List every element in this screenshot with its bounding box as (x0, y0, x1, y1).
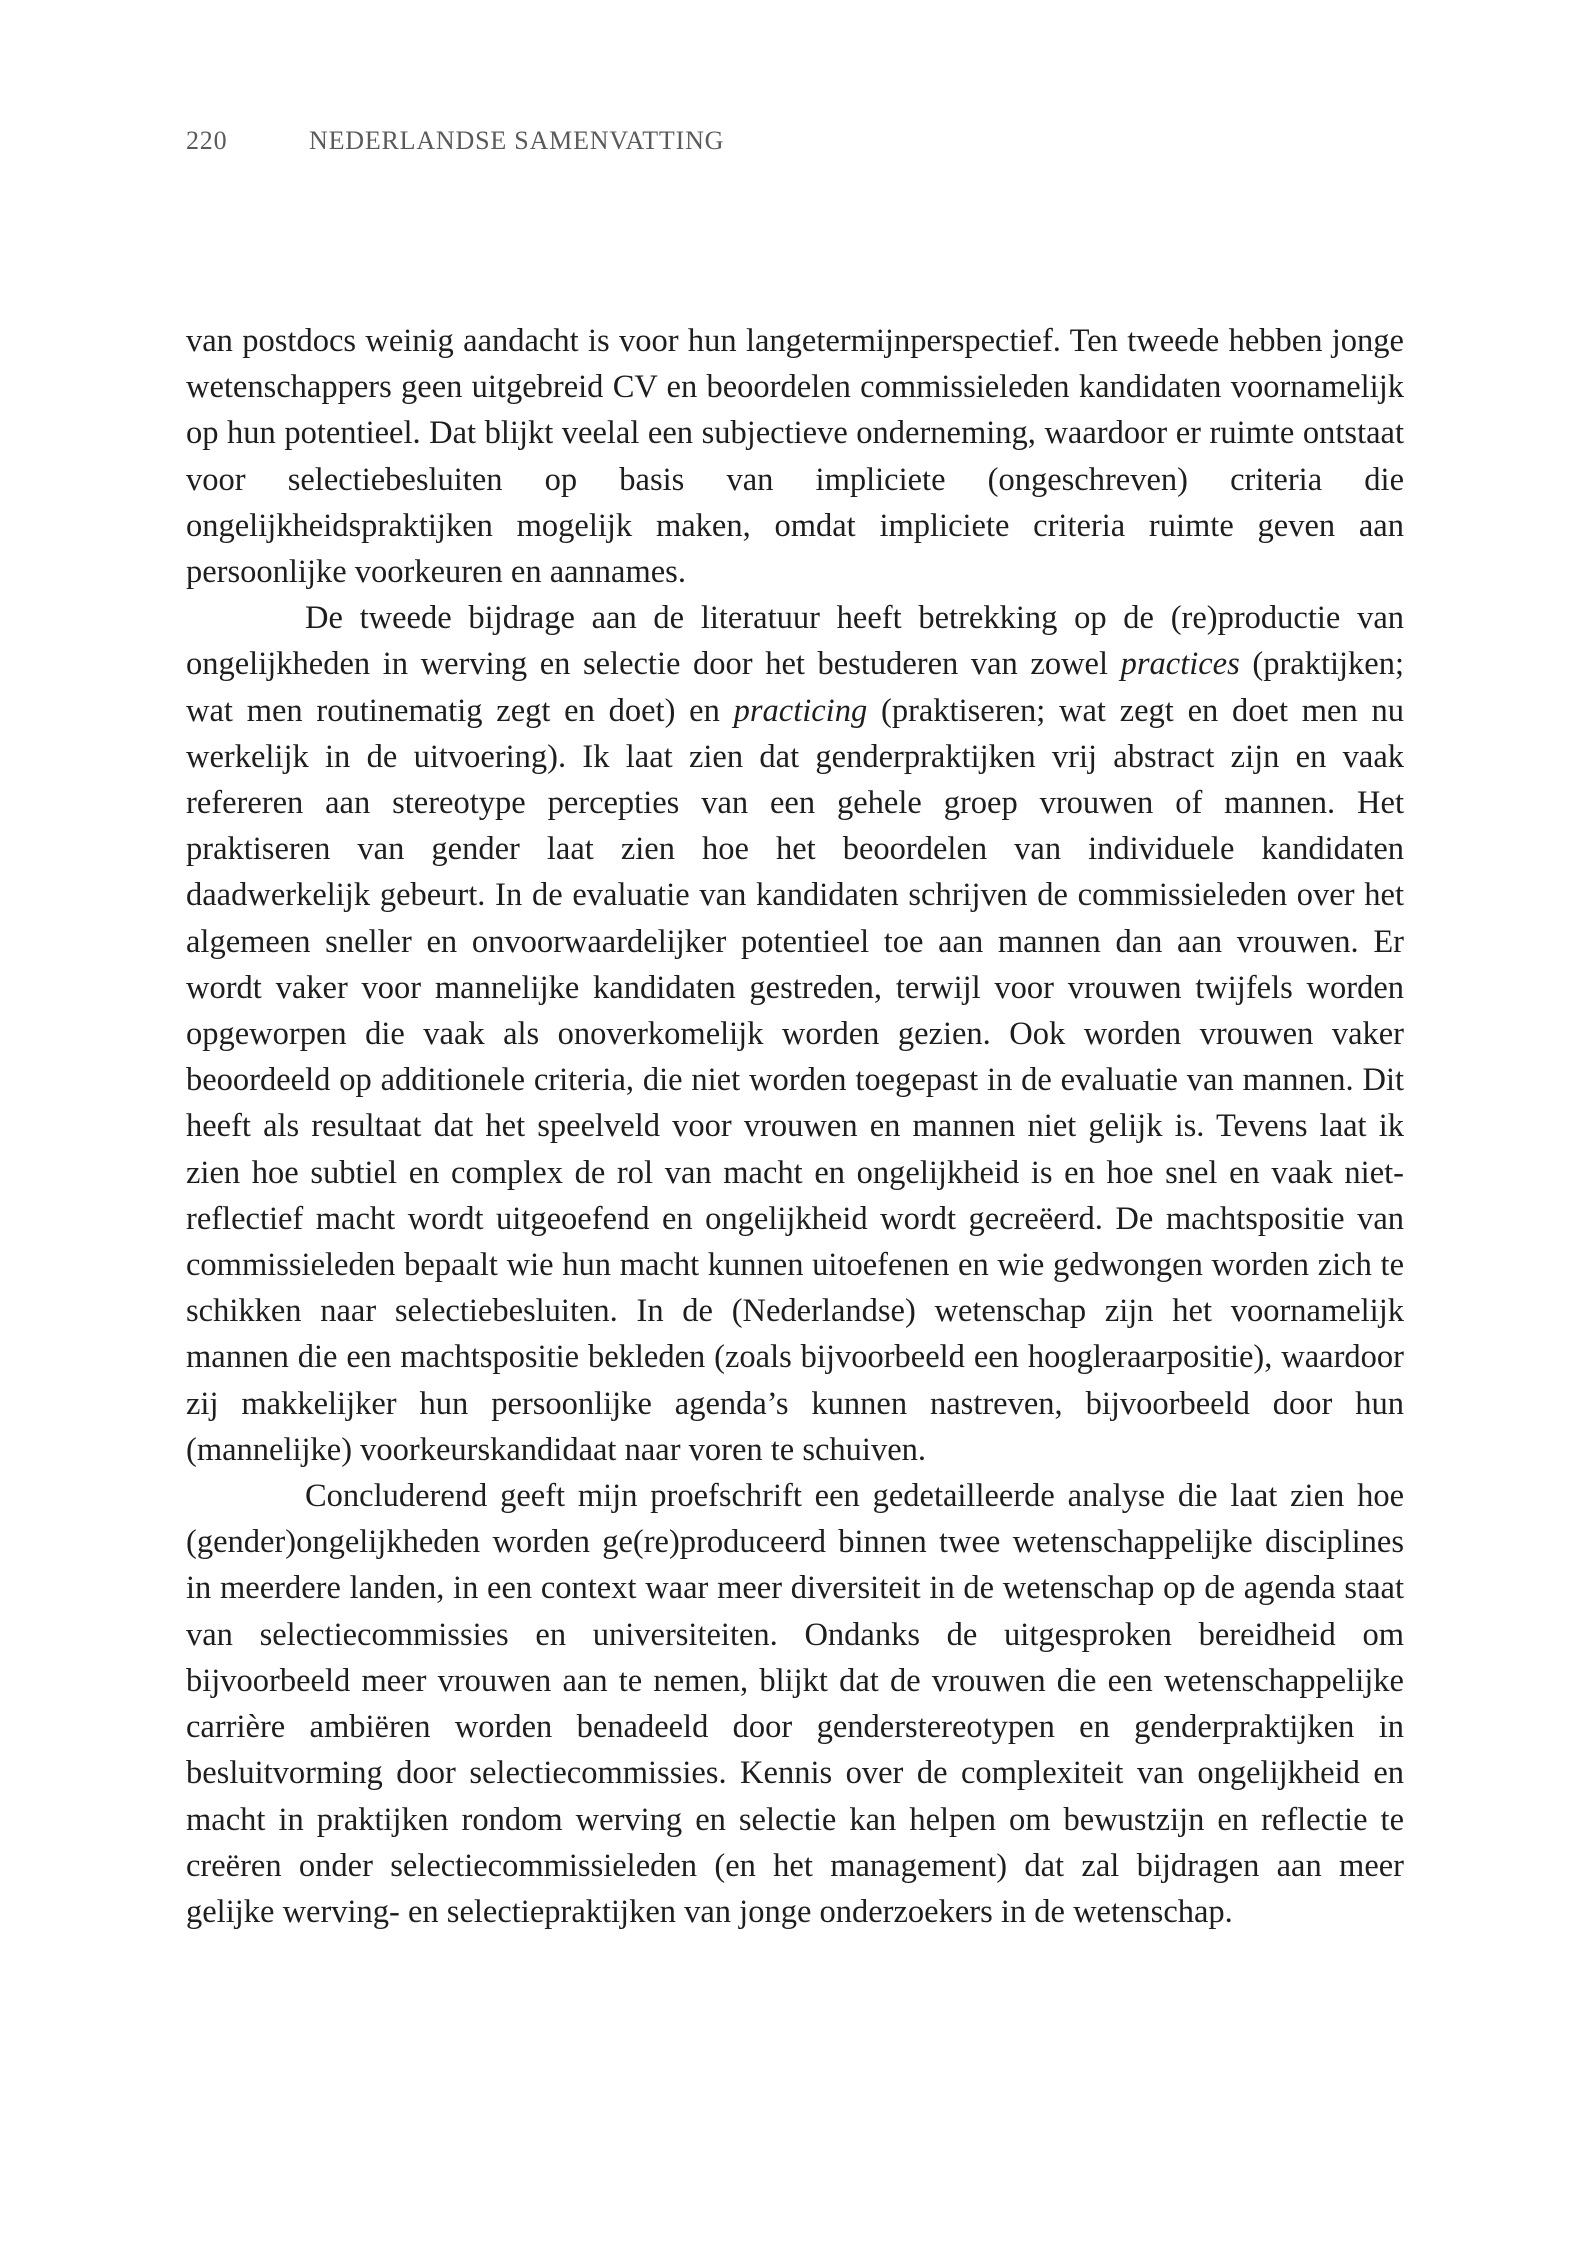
page-number: 220 (186, 126, 228, 155)
paragraph-conclusion: Concluderend geeft mijn proefschrift een gedetailleerde analyse die laat zien hoe (gender)ongelijkheden worden ge(re)produceerd binnen twee wetenschappelijke disciplines in meerdere landen, in een context waar meer diversiteit in de wetenschap op de agenda staat van selectiecommissies en universiteiten. Ondanks de uitgesproken bereidheid om bijvoorbeeld meer vrouwen aan te nemen, blijkt dat de vrouwen die een wetenschappelijke carrière ambiëren worden benadeeld door genderstereotypen en genderpraktijken in besluitvorming door selectiecommissies. Kennis over de complexiteit van ongelijkheid en macht in praktijken rondom werving en selectie kan helpen om bewustzijn en reflectie te creëren onder selectiecommissieleden (en het management) dat zal bijdragen aan meer gelijke werving- en selectiepraktijken van jonge onderzoekers in de wetenschap. (186, 1478, 1404, 1930)
body-text (186, 318, 1404, 1935)
paragraph-text-segment: (praktijken; wat men routinematig zegt en doet) en (186, 646, 1404, 729)
section-title: NEDERLANDSE SAMENVATTING (309, 126, 725, 155)
paragraph-text-segment: (praktiseren; wat zegt en doet men nu werkelijk in de uitvoering). Ik laat zien dat genderpraktijken vrij abstract zijn en vaak refereren aan stereotype percepties van een gehele groep vrouwen of mannen. Het praktiseren van gender laat zien hoe het beoordelen van individuele kandidaten daadwerkelijk gebeurt. In de evaluatie van kandidaten schrijven de commissieleden over het algemeen sneller en onvoorwaardelijker potentieel toe aan mannen dan aan vrouwen. Er wordt vaker voor mannelijke kandidaten gestreden, terwijl voor vrouwen twijfels worden opgeworpen die vaak als onoverkomelijk worden gezien. Ook worden vrouwen vaker beoordeeld op additionele criteria, die niet worden toegepast in de evaluatie van mannen. Dit heeft als resultaat dat het speelveld voor vrouwen en mannen niet gelijk is. Tevens laat ik zien hoe subtiel en complex de rol van macht en ongelijkheid is en hoe snel en vaak niet-reflectief macht wordt uitgeoefend en ongelijkheid wordt gecreëerd. De machtspositie van commissieleden bepaalt wie hun macht kunnen uitoefenen en wie gedwongen worden zich te schikken naar selectiebesluiten. In de (Nederlandse) wetenschap zijn het voornamelijk mannen die een machtspositie bekleden (zoals bijvoorbeeld een hoogleraarpositie), waardoor zij makkelijker hun persoonlijke agenda’s kunnen nastreven, bijvoorbeeld door hun (mannelijke) voorkeurskandidaat naar voren te schuiven. (186, 692, 1404, 1468)
running-head (186, 126, 724, 156)
paragraph-continuation: van postdocs weinig aandacht is voor hun langetermijnperspectief. Ten tweede hebben jonge wetenschappers geen uitgebreid CV en beoordelen commissieleden kandidaten voornamelijk op hun potentieel. Dat blijkt veelal een subjectieve onderneming, waardoor er ruimte ontstaat voor selectiebesluiten op basis van impliciete (ongeschreven) criteria die ongelijkheidspraktijken mogelijk maken, omdat impliciete criteria ruimte geven aan persoonlijke voorkeuren en aannames. (186, 323, 1404, 591)
term-practices: practices (1120, 646, 1240, 683)
paragraph-second-contribution (186, 595, 1404, 1473)
paragraph-text-segment: De tweede bijdrage aan de literatuur heeft betrekking op de (re)productie van ongelijkheden in werving en selectie door het bestuderen van zowel (186, 600, 1404, 683)
term-practicing: practicing (733, 692, 868, 729)
